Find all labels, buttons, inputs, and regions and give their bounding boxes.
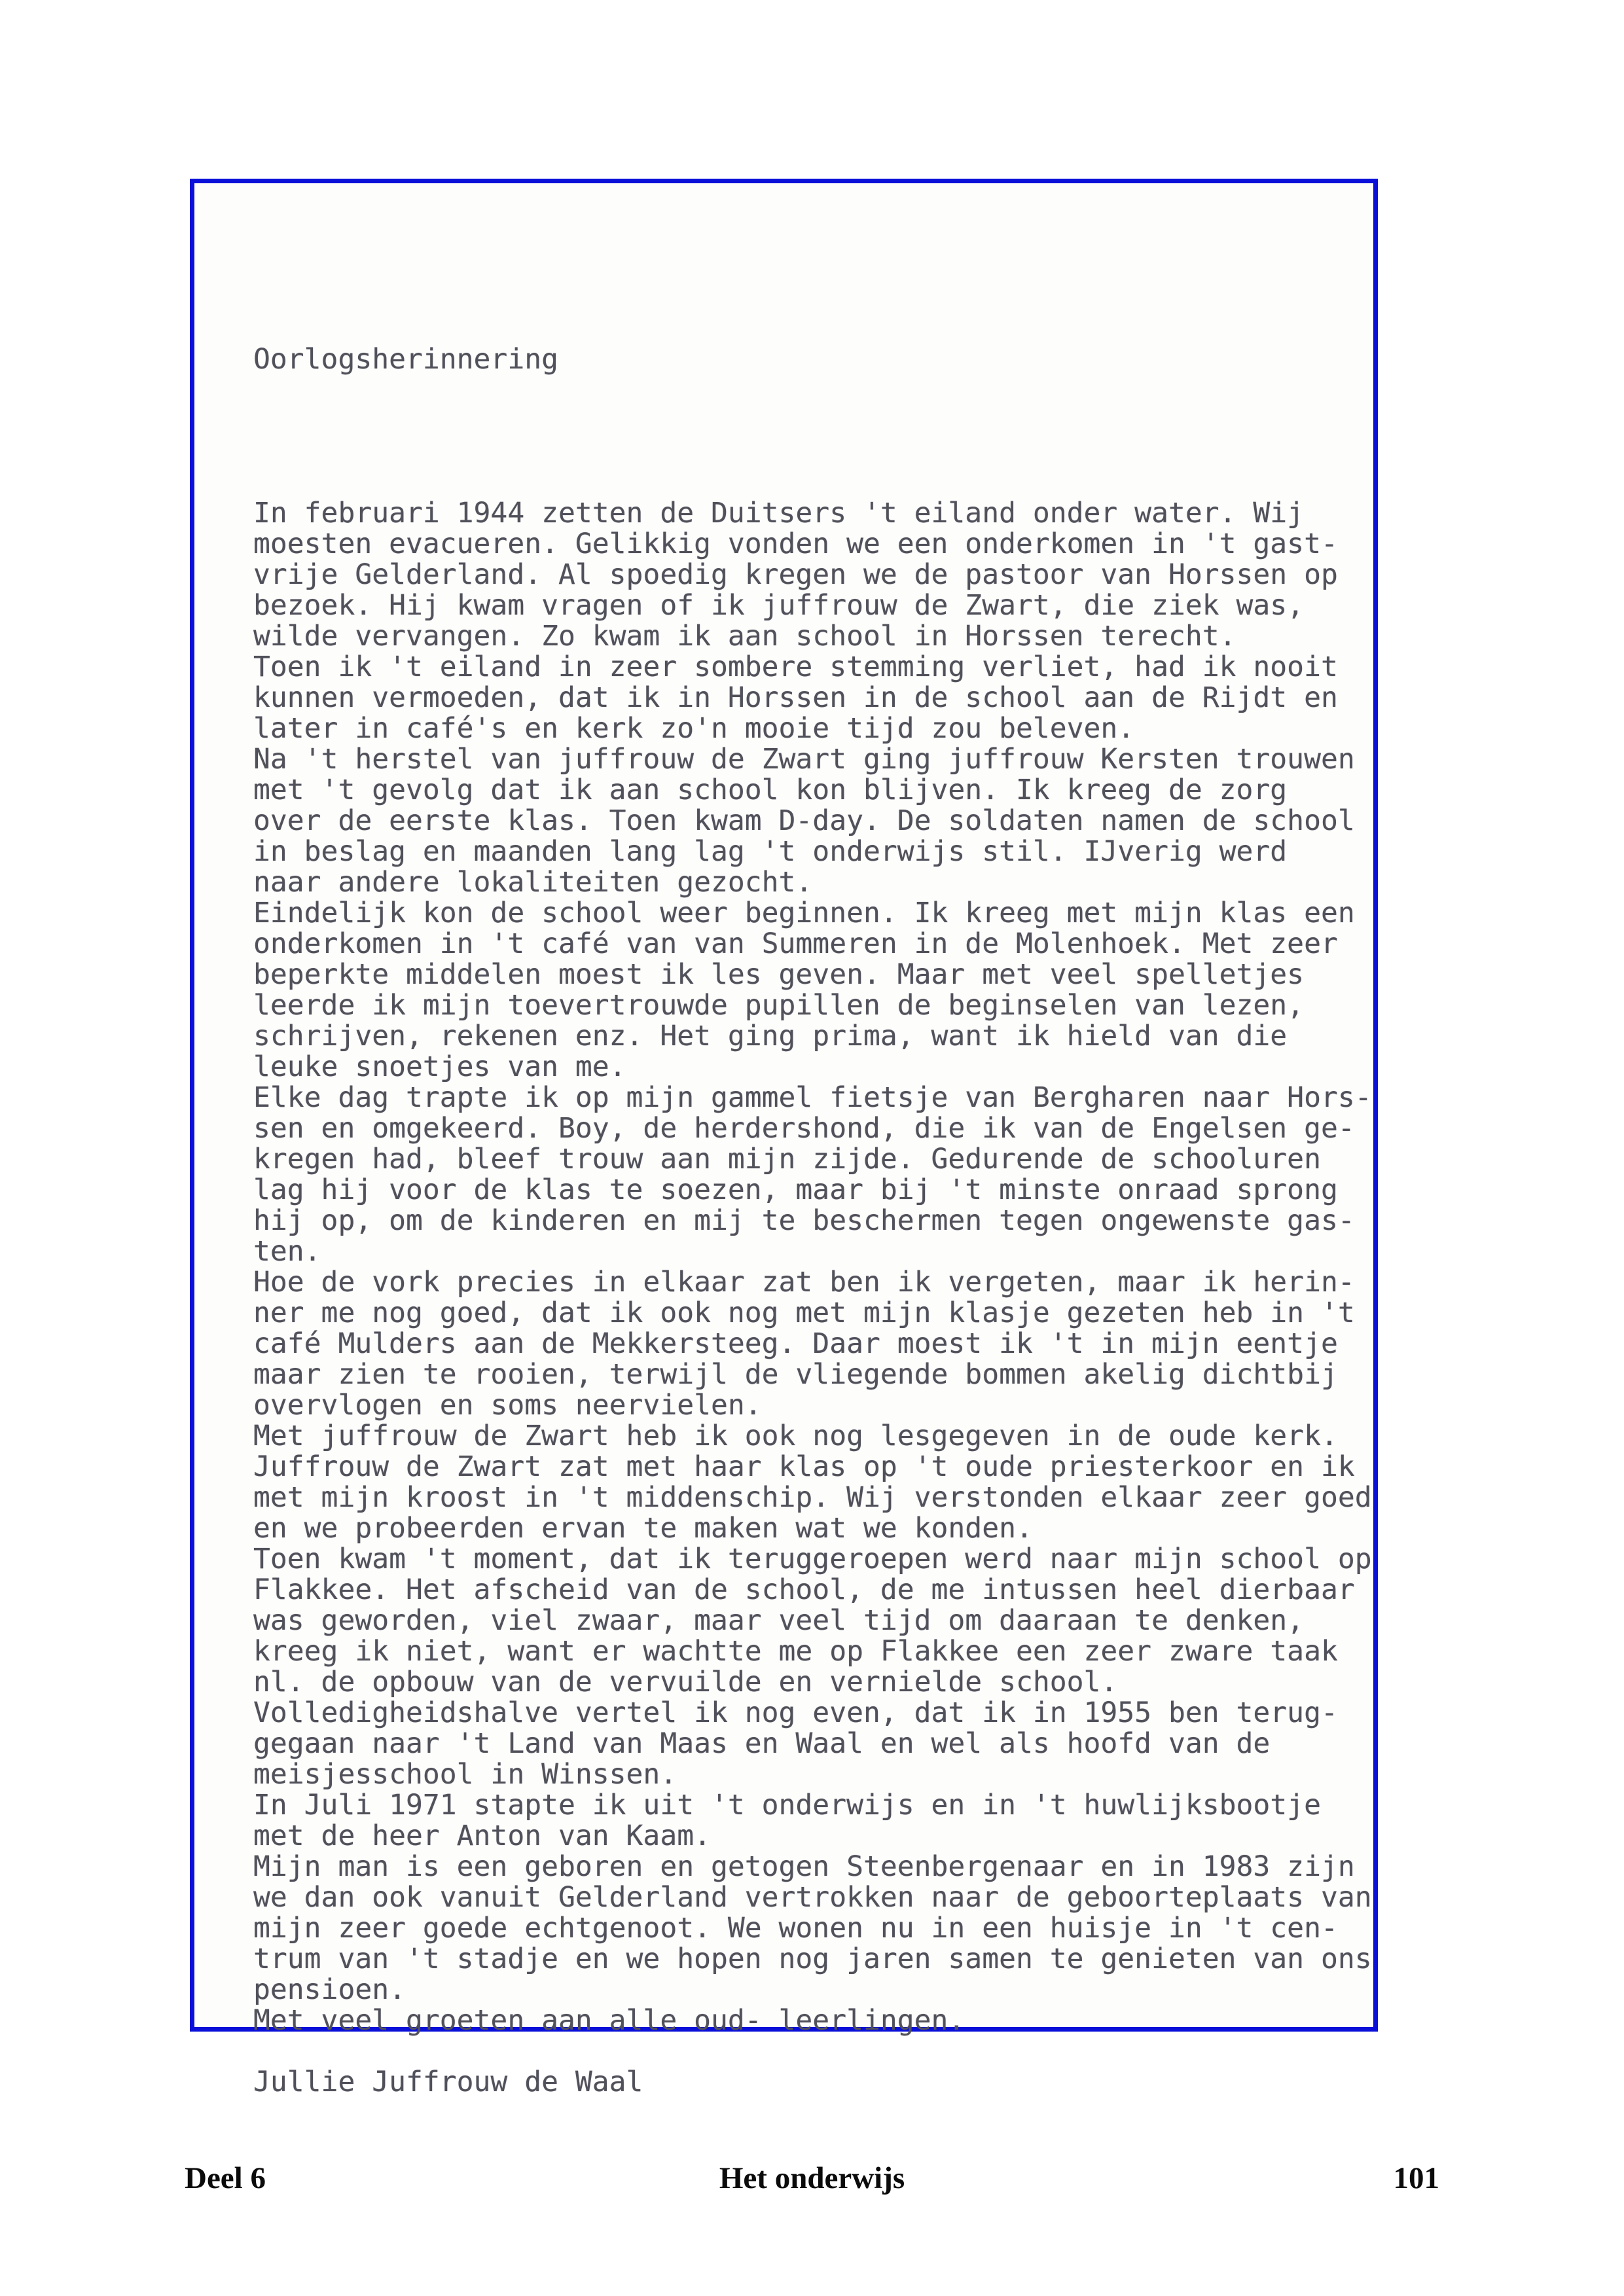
text-line: schrijven, rekenen enz. Het ging prima, want ik hield van die xyxy=(253,1020,1288,1052)
text-line xyxy=(253,2036,1366,2067)
text-line: Na 't herstel van juffrouw de Zwart ging juffrouw Kersten trouwen xyxy=(253,743,1355,776)
text-line: later in café's en kerk zo'n mooie tijd zou beleven. xyxy=(253,712,1135,745)
text-line: naar andere lokaliteiten gezocht. xyxy=(253,866,813,899)
text-line: bezoek. Hij kwam vragen of ik juffrouw de Zwart, die ziek was, xyxy=(253,589,1305,622)
text-line: vrije Gelderland. Al spoedig kregen we de pastoor van Horssen op xyxy=(253,558,1338,591)
text-line: In februari 1944 zetten de Duitsers 't eiland onder water. Wij xyxy=(253,497,1305,529)
text-line: Jullie Juffrouw de Waal xyxy=(253,2066,643,2098)
text-line: meisjesschool in Winssen. xyxy=(253,1758,677,1791)
text-line: over de eerste klas. Toen kwam D-day. De soldaten namen de school xyxy=(253,804,1355,837)
text-line: we dan ook vanuit Gelderland vertrokken naar de geboorteplaats van xyxy=(253,1881,1372,1914)
text-line: leerde ik mijn toevertrouwde pupillen de beginselen van lezen, xyxy=(253,989,1305,1022)
text-line: met de heer Anton van Kaam. xyxy=(253,1820,711,1852)
text-line: beperkte middelen moest ik les geven. Maar met veel spelletjes xyxy=(253,958,1305,991)
text-line: kregen had, bleef trouw aan mijn zijde. Gedurende de schooluren xyxy=(253,1143,1321,1175)
text-line: ner me nog goed, dat ik ook nog met mijn klasje gezeten heb in 't xyxy=(253,1297,1355,1329)
text-line: Hoe de vork precies in elkaar zat ben ik vergeten, maar ik herin- xyxy=(253,1266,1355,1299)
footer-section-label: Deel 6 xyxy=(185,2161,266,2195)
text-line: lag hij voor de klas te soezen, maar bij 't minste onraad sprong xyxy=(253,1174,1338,1206)
document-body xyxy=(253,497,1372,2098)
text-line: mijn zeer goede echtgenoot. We wonen nu in een huisje in 't cen- xyxy=(253,1912,1338,1945)
text-line: café Mulders aan de Mekkersteeg. Daar moest ik 't in mijn eentje xyxy=(253,1327,1338,1360)
text-line: nl. de opbouw van de vervuilde en vernielde school. xyxy=(253,1666,1118,1698)
text-line: sen en omgekeerd. Boy, de herdershond, die ik van de Engelsen ge- xyxy=(253,1112,1355,1145)
text-line: pensioen. xyxy=(253,1973,406,2006)
blue-border-frame xyxy=(190,179,1378,2098)
text-line: Elke dag trapte ik op mijn gammel fietsje van Bergharen naar Hors- xyxy=(253,1081,1372,1114)
text-line: met 't gevolg dat ik aan school kon blijven. Ik kreeg de zorg xyxy=(253,774,1288,806)
text-line: met mijn kroost in 't middenschip. Wij verstonden elkaar zeer goed xyxy=(253,1481,1372,1514)
text-line: Eindelijk kon de school weer beginnen. Ik kreeg met mijn klas een xyxy=(253,897,1355,929)
text-line: trum van 't stadje en we hopen nog jaren samen te genieten van ons xyxy=(253,1943,1372,1975)
text-line: in beslag en maanden lang lag 't onderwijs stil. IJverig werd xyxy=(253,835,1288,868)
typewritten-text-block xyxy=(253,283,1372,2159)
text-line: Juffrouw de Zwart zat met haar klas op 't oude priesterkoor en ik xyxy=(253,1450,1355,1483)
text-line: Mijn man is een geboren en getogen Steenbergenaar en in 1983 zijn xyxy=(253,1850,1355,1883)
text-line: Toen ik 't eiland in zeer sombere stemming verliet, had ik nooit xyxy=(253,651,1338,683)
text-line: In Juli 1971 stapte ik uit 't onderwijs en in 't huwlijksbootje xyxy=(253,1789,1321,1821)
text-line: maar zien te rooien, terwijl de vliegende bommen akelig dichtbij xyxy=(253,1358,1338,1391)
text-line: Met veel groeten aan alle oud- leerlingen. xyxy=(253,2004,965,2037)
text-line: ten. xyxy=(253,1235,321,1268)
text-line: moesten evacueren. Gelikkig vonden we een onderkomen in 't gast- xyxy=(253,528,1338,560)
text-line: en we probeerden ervan te maken wat we konden. xyxy=(253,1512,1033,1545)
footer-chapter-title: Het onderwijs xyxy=(719,2161,905,2195)
text-line: kreeg ik niet, want er wachtte me op Flakkee een zeer zware taak xyxy=(253,1635,1338,1668)
document-title: Oorlogsherinnering xyxy=(253,343,558,376)
text-line: Toen kwam 't moment, dat ik teruggeroepen werd naar mijn school op xyxy=(253,1543,1372,1575)
text-line: Met juffrouw de Zwart heb ik ook nog lesgegeven in de oude kerk. xyxy=(253,1420,1338,1452)
text-line: was geworden, viel zwaar, maar veel tijd om daaraan te denken, xyxy=(253,1604,1305,1637)
text-line: wilde vervangen. Zo kwam ik aan school in Horssen terecht. xyxy=(253,620,1236,653)
text-line: onderkomen in 't café van van Summeren in de Molenhoek. Met zeer xyxy=(253,927,1338,960)
text-line: overvlogen en soms neervielen. xyxy=(253,1389,762,1422)
text-line: gegaan naar 't Land van Maas en Waal en wel als hoofd van de xyxy=(253,1727,1271,1760)
text-line: Flakkee. Het afscheid van de school, de me intussen heel dierbaar xyxy=(253,1573,1355,1606)
text-line: hij op, om de kinderen en mij te beschermen tegen ongewenste gas- xyxy=(253,1204,1355,1237)
text-line: Volledigheidshalve vertel ik nog even, dat ik in 1955 ben terug- xyxy=(253,1696,1338,1729)
footer-page-number: 101 xyxy=(1393,2161,1439,2195)
text-line: kunnen vermoeden, dat ik in Horssen in de school aan de Rijdt en xyxy=(253,681,1338,714)
text-line: leuke snoetjes van me. xyxy=(253,1050,626,1083)
